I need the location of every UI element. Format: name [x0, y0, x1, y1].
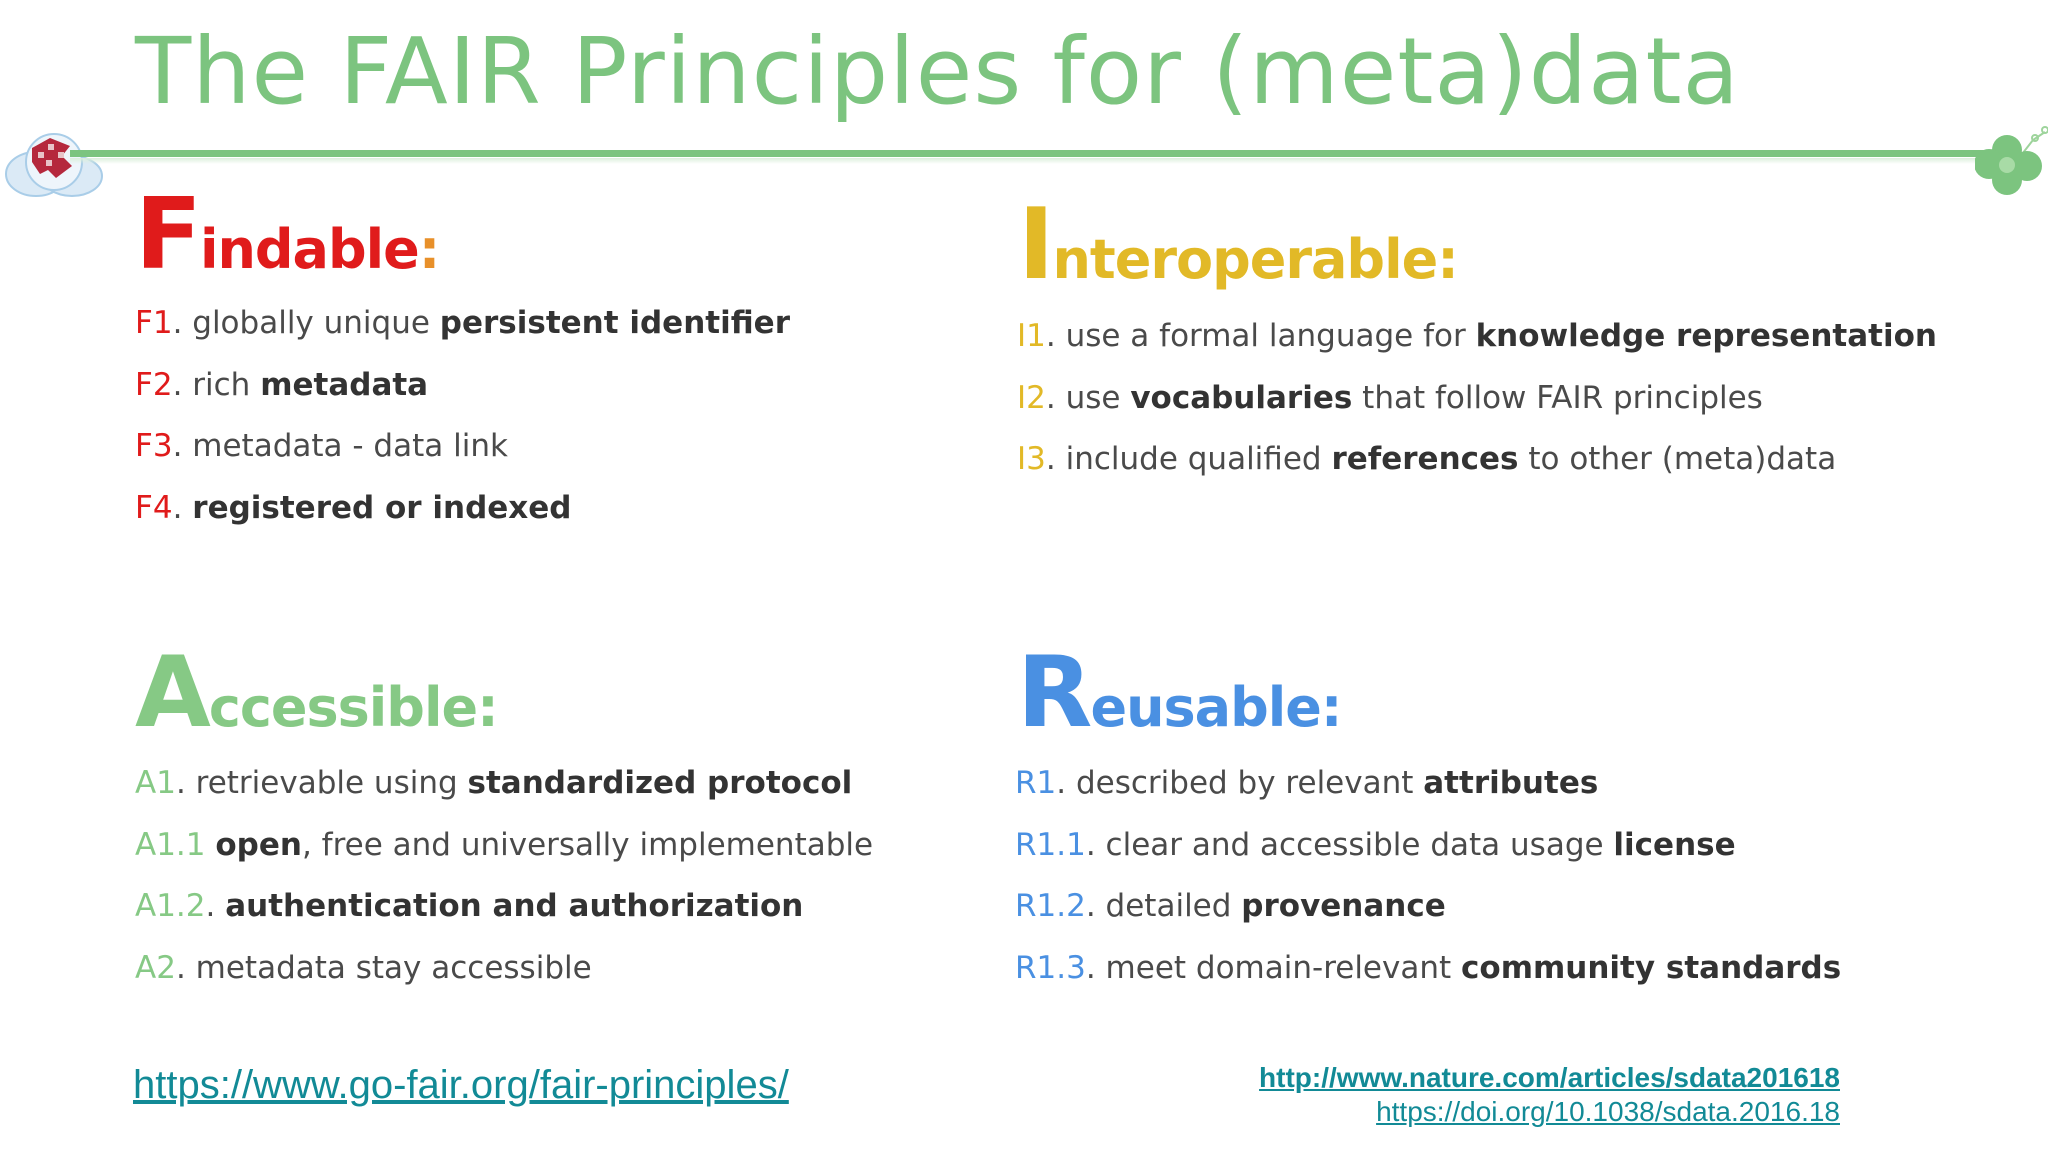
findable-rest: indable: [199, 218, 419, 281]
reusable-item-r1-1: R1.1. clear and accessible data usage license: [1015, 827, 1736, 863]
findable-item-f1: F1. globally unique persistent identifier: [135, 305, 790, 341]
findable-item-f4: F4. registered or indexed: [135, 490, 572, 526]
interoperable-heading: [1018, 188, 1458, 302]
accessible-item-a1: A1. retrievable using standardized protocol: [135, 765, 853, 801]
findable-item-f2: F2. rich metadata: [135, 367, 429, 403]
interoperable-initial: I: [1018, 188, 1053, 302]
accessible-item-a1-1: A1.1 open, free and universally implementable: [135, 827, 874, 863]
reusable-initial: R: [1017, 636, 1091, 750]
reusable-heading: [1017, 636, 1342, 750]
cloud-globe-logo: [2, 126, 106, 202]
accessible-item-a2: A2. metadata stay accessible: [135, 950, 592, 986]
reusable-item-r1-2: R1.2. detailed provenance: [1015, 888, 1446, 924]
interoperable-rest: nteroperable:: [1052, 228, 1458, 291]
nature-article-link[interactable]: http://www.nature.com/articles/sdata201618: [1259, 1062, 1840, 1093]
findable-item-f3: F3. metadata - data link: [135, 428, 508, 464]
accessible-heading: [135, 636, 498, 750]
reusable-item-r1-3: R1.3. meet domain-relevant community standards: [1015, 950, 1842, 986]
reusable-rest: eusable:: [1090, 676, 1342, 739]
green-clover-icon: [1975, 118, 2048, 204]
doi-link[interactable]: https://doi.org/10.1038/sdata.2016.18: [1376, 1096, 1840, 1127]
divider-shadow: [70, 158, 1990, 164]
findable-colon: :: [418, 218, 440, 281]
accessible-initial: A: [135, 636, 209, 750]
findable-heading: [135, 178, 440, 292]
accessible-item-a1-2: A1.2. authentication and authorization: [135, 888, 804, 924]
accessible-rest: ccessible:: [208, 676, 498, 739]
findable-initial: F: [135, 178, 200, 292]
reusable-item-r1: R1. described by relevant attributes: [1015, 765, 1599, 801]
gofair-link[interactable]: https://www.go-fair.org/fair-principles/: [133, 1063, 789, 1107]
interoperable-item-i1: I1. use a formal language for knowledge representation: [1017, 318, 1937, 354]
divider-line: [70, 150, 1990, 157]
page-title: The FAIR Principles for (meta)data: [135, 18, 1740, 125]
interoperable-item-i2: I2. use vocabularies that follow FAIR principles: [1017, 380, 1763, 416]
interoperable-item-i3: I3. include qualified references to other (meta)data: [1017, 441, 1837, 477]
